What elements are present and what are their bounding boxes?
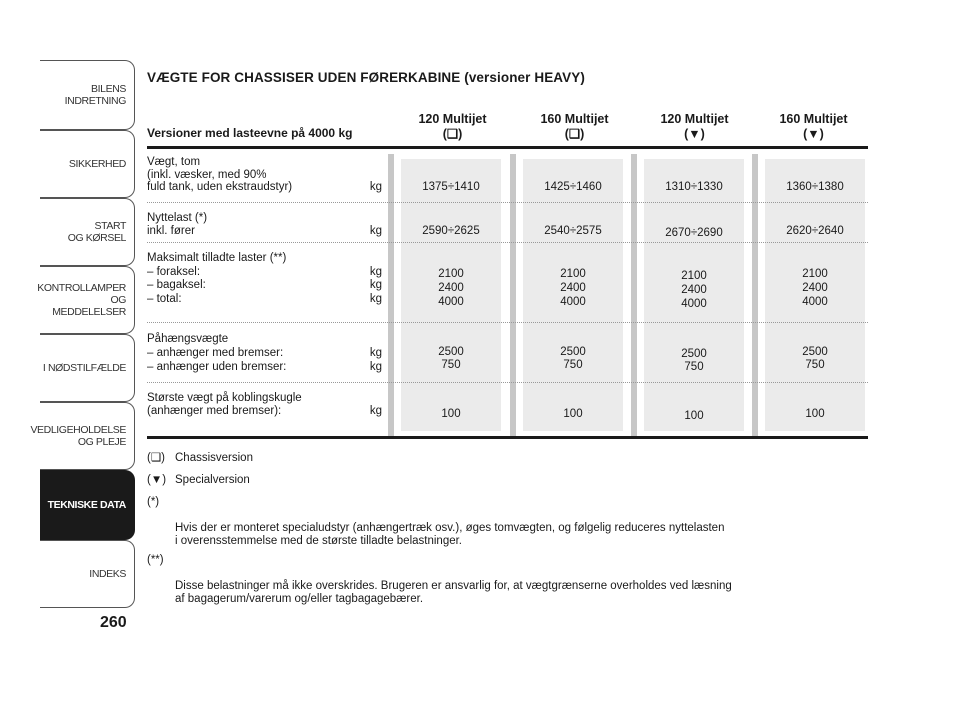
table-cell: 1375÷1410	[422, 181, 480, 193]
column-separator	[631, 154, 637, 436]
column-separator	[510, 154, 516, 436]
row-label: Største vægt på koblingskugle (anhænger med bremser):	[147, 392, 302, 417]
tab-sikkerhed[interactable]	[40, 130, 135, 198]
table-cell: 2500 750	[681, 348, 707, 373]
footnote	[147, 474, 847, 487]
footnote	[147, 496, 847, 548]
row-unit: kg kg	[369, 347, 382, 373]
row-label: Maksimalt tilladte laster (**) – foraksel: – bagaksel: – total:	[147, 252, 287, 305]
table-cell: 2500 750	[438, 346, 464, 371]
tab-bilens-indretning[interactable]	[40, 60, 135, 130]
table-cell: 1425÷1460	[544, 181, 602, 193]
tab-label: KONTROLLAMPER OG MEDDELELSER	[37, 282, 126, 318]
row-divider	[147, 382, 868, 383]
weights-table	[147, 112, 868, 442]
tab-i-nodstilfaelde[interactable]	[40, 334, 135, 402]
footnote	[147, 554, 847, 606]
table-cell: 2100 2400 4000	[681, 270, 707, 310]
tab-label: INDEKS	[89, 568, 126, 580]
tab-label: START OG KØRSEL	[67, 220, 126, 244]
column-header	[400, 112, 505, 142]
page-number: 260	[100, 614, 127, 631]
tab-label: SIKKERHED	[68, 158, 126, 170]
column-header-line2: (❑)	[442, 127, 463, 141]
table-cell: 2500 750	[560, 346, 586, 371]
page-title: VÆGTE FOR CHASSISER UDEN FØRERKABINE (versioner HEAVY)	[147, 70, 585, 85]
footnote-marker: (❑)	[147, 452, 165, 464]
table-cell: 2670÷2690	[665, 227, 723, 239]
table-cell: 100	[684, 410, 704, 422]
column-header	[642, 112, 747, 142]
table-cell: 100	[805, 408, 825, 420]
footnote	[147, 452, 847, 465]
table-cell: 2500 750	[802, 346, 828, 371]
column-header	[761, 112, 866, 142]
tab-vedligeholdelse[interactable]	[30, 402, 135, 470]
tab-label: I NØDSTILFÆLDE	[42, 362, 126, 374]
tab-label: VEDLIGEHOLDELSE OG PLEJE	[30, 424, 126, 448]
tab-label: TEKNISKE DATA	[47, 499, 126, 511]
tab-kontrollamper[interactable]	[37, 266, 135, 334]
row-unit: kg	[369, 405, 382, 417]
table-cell: 100	[563, 408, 583, 420]
footer-rule	[147, 436, 868, 439]
footnotes	[147, 452, 847, 615]
footnote-marker: (**)	[147, 554, 164, 566]
footnote-text: Hvis der er monteret specialudstyr (anhængertræk osv.), øges tomvægten, og følgelig reduceres nyttelasten i overensstemmelse med de største tilladte belastninger.	[175, 522, 725, 547]
row-unit: kg	[369, 225, 382, 237]
row-unit: kg kg kg	[369, 265, 382, 305]
table-cell: 100	[441, 408, 461, 420]
column-header-line2: (❑)	[564, 127, 585, 141]
footnote-text: Chassisversion	[175, 452, 253, 464]
row-label: Vægt, tom (inkl. væsker, med 90% fuld tank, uden ekstraudstyr)	[147, 156, 293, 193]
column-header-line2: (▼)	[684, 127, 705, 141]
row-unit: kg	[369, 181, 382, 193]
tab-start-og-korsel[interactable]	[40, 198, 135, 266]
footnote-text: Specialversion	[175, 474, 250, 486]
column-header-line1: 120 Multijet	[418, 112, 487, 126]
footnote-text: Disse belastninger må ikke overskrides. Brugeren er ansvarlig for, at vægtgrænserne overholdes ved læsning af bagagerum/varerum og/eller tagbagagebærer.	[175, 580, 732, 605]
table-cell: 1310÷1330	[665, 181, 723, 193]
table-cell: 2100 2400 4000	[560, 268, 586, 308]
table-cell: 2590÷2625	[422, 225, 480, 237]
row-label: Nyttelast (*) inkl. fører	[147, 212, 208, 237]
column-header-line1: 160 Multijet	[779, 112, 848, 126]
column-header-line1: 160 Multijet	[540, 112, 609, 126]
column-separator	[752, 154, 758, 436]
row-divider	[147, 202, 868, 203]
table-cell: 2100 2400 4000	[802, 268, 828, 308]
row-divider	[147, 322, 868, 323]
column-header-line2: (▼)	[803, 127, 824, 141]
row-header: Versioner med lasteevne på 4000 kg	[147, 126, 353, 140]
table-cell: 2540÷2575	[544, 225, 602, 237]
table-cell: 2620÷2640	[786, 225, 844, 237]
column-header-line1: 120 Multijet	[660, 112, 729, 126]
row-divider	[147, 242, 868, 243]
tab-indeks[interactable]	[40, 540, 135, 608]
column-separator	[388, 154, 394, 436]
tab-tekniske-data[interactable]	[40, 470, 135, 540]
footnote-marker: (▼)	[147, 474, 167, 486]
footnote-marker: (*)	[147, 496, 160, 508]
table-cell: 2100 2400 4000	[438, 268, 464, 308]
column-header	[522, 112, 627, 142]
header-rule	[147, 146, 868, 149]
table-cell: 1360÷1380	[786, 181, 844, 193]
row-label: Påhængsvægte – anhænger med bremser: – anhænger uden bremser:	[147, 333, 287, 373]
tab-label: BILENS INDRETNING	[64, 83, 126, 107]
